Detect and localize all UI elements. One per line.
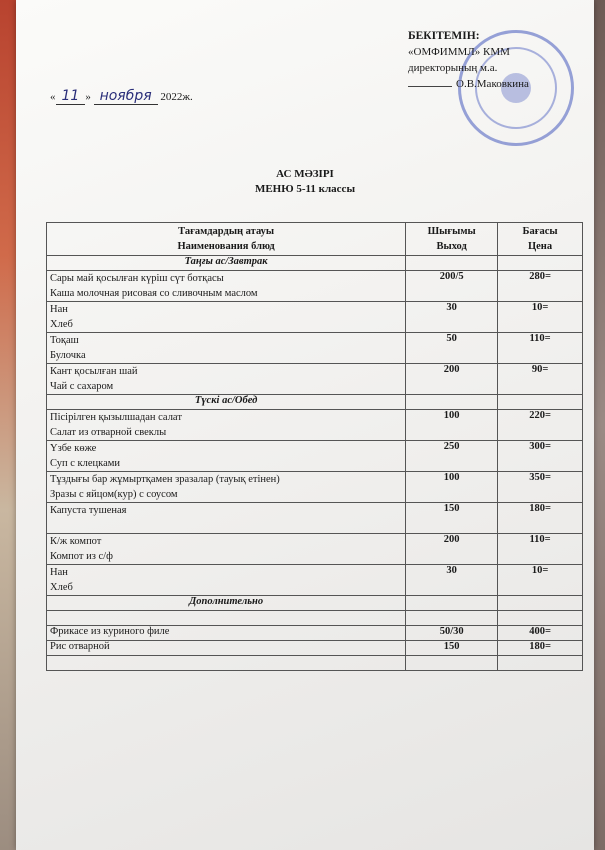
table-header-row	[47, 223, 583, 256]
table-row	[47, 565, 583, 596]
item-name-ru: Компот из с/ф	[50, 551, 113, 562]
date-day: 11	[56, 88, 86, 105]
date-month: ноября	[94, 88, 158, 105]
header-price: Бағасы Цена	[498, 223, 583, 256]
item-name-kz: Капуста тушеная	[50, 505, 127, 516]
item-output: 50/30	[406, 626, 498, 641]
item-price: 180=	[498, 503, 583, 534]
item-name-ru: Чай с сахаром	[50, 381, 114, 392]
item-price: 300=	[498, 441, 583, 472]
approval-org: «ОМФИММЛ» КММ	[408, 46, 510, 58]
item-name-ru: Фрикасе из куриного филе	[47, 626, 406, 641]
table-row	[47, 302, 583, 333]
item-name-kz: Нан	[50, 304, 68, 315]
table-row	[47, 626, 583, 641]
item-price: 110=	[498, 333, 583, 364]
item-output: 200/5	[406, 271, 498, 302]
item-name-kz: Нан	[50, 567, 68, 578]
table-row	[47, 271, 583, 302]
table-row	[47, 441, 583, 472]
item-name-kz: К/ж компот	[50, 536, 102, 547]
item-output: 200	[406, 534, 498, 565]
item-output: 150	[406, 503, 498, 534]
item-name-kz: Тоқаш	[50, 335, 79, 346]
section-row	[47, 395, 583, 410]
approval-signature-line	[408, 76, 578, 92]
date-line: « 11 » ноября 2022ж.	[50, 88, 193, 104]
item-name-kz: Тұздығы бар жұмыртқамен зразалар (тауық етінен)	[50, 474, 280, 485]
section-row	[47, 596, 583, 611]
approval-position: директорының м.а.	[408, 62, 498, 74]
item-output: 100	[406, 472, 498, 503]
item-price: 220=	[498, 410, 583, 441]
date-year: 2022ж.	[160, 91, 193, 103]
title-kz: АС МӘЗІРІ	[276, 168, 334, 180]
item-name-kz: Үзбе көже	[50, 443, 97, 454]
item-name-ru: Суп с клецками	[50, 458, 121, 469]
item-name-ru: Рис отварной	[47, 641, 406, 656]
item-name-kz: Сары май қосылған күріш сүт ботқасы	[50, 273, 224, 284]
item-output: 250	[406, 441, 498, 472]
item-output: 100	[406, 410, 498, 441]
item-name-ru: Булочка	[50, 350, 86, 361]
item-name-ru: Салат из отварной свеклы	[50, 427, 167, 438]
section-title: Дополнительно	[47, 596, 406, 611]
section-title: Таңғы ас/Завтрак	[47, 256, 406, 271]
item-output: 30	[406, 565, 498, 596]
signature-mark	[408, 86, 452, 87]
table-row	[47, 410, 583, 441]
item-price: 180=	[498, 641, 583, 656]
item-name-ru: Зразы с яйцом(кур) с соусом	[50, 489, 178, 500]
item-price: 110=	[498, 534, 583, 565]
table-row	[47, 472, 583, 503]
approval-block	[408, 28, 578, 92]
approval-title: БЕКІТЕМІН:	[408, 30, 480, 42]
section-title: Түскі ас/Обед	[47, 395, 406, 410]
menu-table	[46, 222, 583, 671]
table-row	[47, 364, 583, 395]
section-row	[47, 256, 583, 271]
item-price: 400=	[498, 626, 583, 641]
item-price: 280=	[498, 271, 583, 302]
item-output: 50	[406, 333, 498, 364]
item-price: 350=	[498, 472, 583, 503]
blank-row	[47, 611, 583, 626]
table-row	[47, 333, 583, 364]
header-name: Тағамдардың атауы Наименования блюд	[47, 223, 406, 256]
table-row	[47, 641, 583, 656]
title-ru: МЕНЮ 5-11 классы	[254, 183, 356, 195]
table-row	[47, 503, 583, 534]
item-price: 10=	[498, 302, 583, 333]
table-row	[47, 534, 583, 565]
header-output: Шығымы Выход	[406, 223, 498, 256]
item-name-ru: Хлеб	[50, 582, 73, 593]
item-output: 200	[406, 364, 498, 395]
item-name-ru: Каша молочная рисовая со сливочным маслом	[50, 288, 258, 299]
item-price: 90=	[498, 364, 583, 395]
item-name-kz: Кант қосылған шай	[50, 366, 138, 377]
item-output: 150	[406, 641, 498, 656]
blank-row	[47, 656, 583, 671]
item-price: 10=	[498, 565, 583, 596]
item-name-ru: Хлеб	[50, 319, 73, 330]
approval-signature: О.В.Маковкина	[456, 78, 529, 90]
item-output: 30	[406, 302, 498, 333]
item-name-kz: Пісірілген қызылшадан салат	[50, 412, 182, 423]
